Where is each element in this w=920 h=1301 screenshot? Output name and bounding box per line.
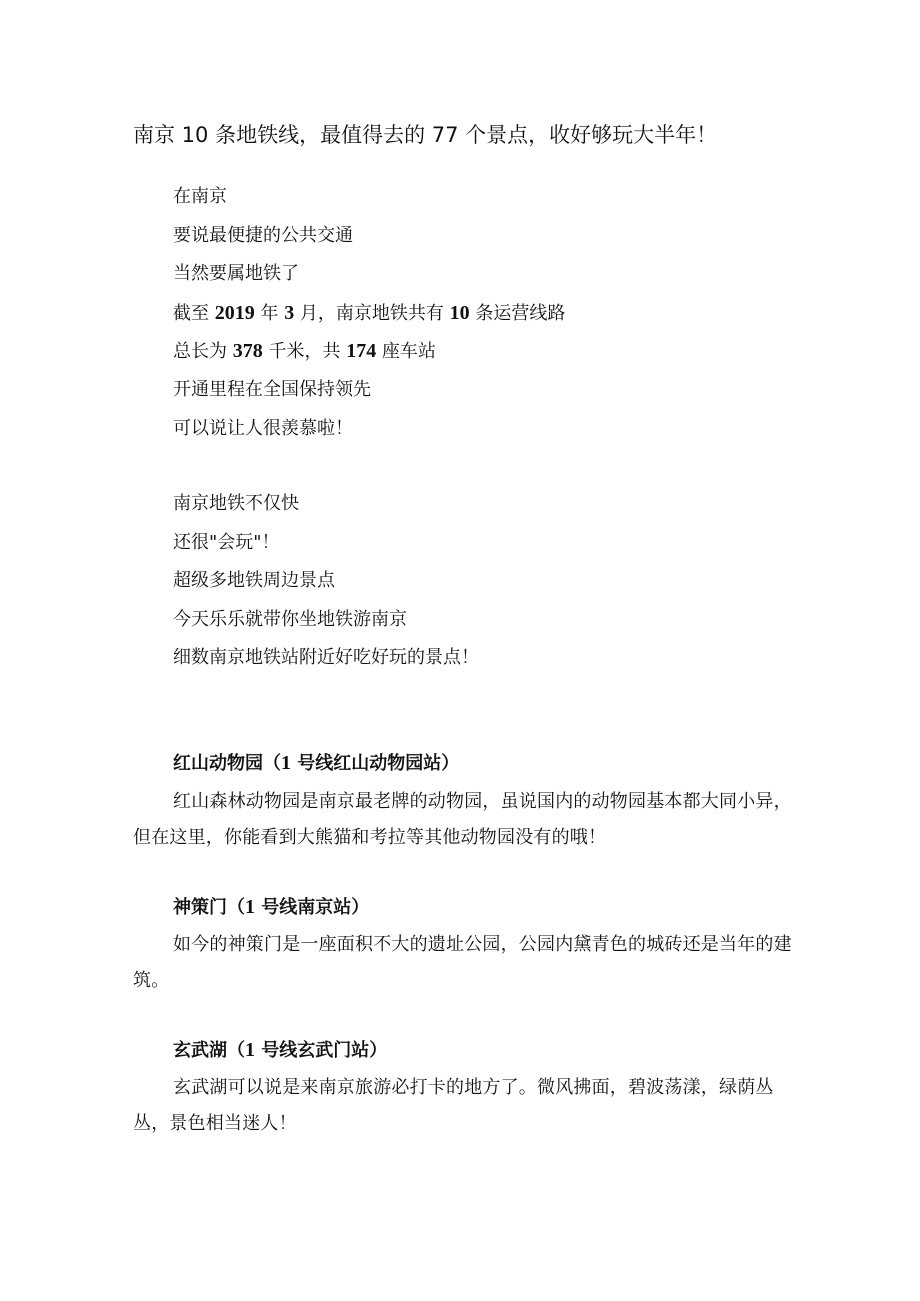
intro-line-length xyxy=(173,335,813,374)
intro-paragraph-2 xyxy=(173,488,813,681)
section-body-shence-gate: 如今的神策门是一座面积不大的遗址公园，公园内黛青色的城砖还是当年的建筑。 xyxy=(133,934,792,991)
heading-text: 号线玄武门站） xyxy=(255,1040,388,1061)
heading-text: 玄武湖（ xyxy=(173,1040,245,1061)
month-value: 3 xyxy=(284,301,295,324)
text-fragment: 座车站 xyxy=(376,341,436,363)
text-fragment: 总长为 xyxy=(173,341,233,363)
line-number: 1 xyxy=(245,896,255,918)
length-value: 378 xyxy=(232,340,263,363)
section-heading-shence-gate xyxy=(173,892,369,923)
section-body-hongshan-zoo: 红山森林动物园是南京最老牌的动物园，虽说国内的动物园基本都大同小异，但在这里，你能看到大熊猫和考拉等其他动物园没有的哦！ xyxy=(133,791,792,848)
station-count-value: 174 xyxy=(346,340,377,363)
section-heading-hongshan-zoo xyxy=(173,748,459,779)
text-fragment: 截至 xyxy=(173,302,215,324)
intro-line: 当然要属地铁了 xyxy=(173,263,299,285)
line-count-value: 10 xyxy=(449,301,470,324)
heading-text: 号线南京站） xyxy=(255,897,370,918)
text-fragment: 月，南京地铁共有 xyxy=(294,302,450,324)
heading-text: 号线红山动物园站） xyxy=(291,753,460,774)
text-fragment: 条运营线路 xyxy=(469,302,566,324)
intro-paragraph-1 xyxy=(173,181,813,451)
line-number: 1 xyxy=(281,752,291,774)
intro-line: 可以说让人很羡慕啦！ xyxy=(173,417,353,439)
section-heading-xuanwu-lake xyxy=(173,1035,387,1066)
intro-line: 还很"会玩"！ xyxy=(173,531,280,553)
intro-line: 开通里程在全国保持领先 xyxy=(173,378,371,400)
intro-line: 细数南京地铁站附近好吃好玩的景点！ xyxy=(173,647,479,669)
heading-text: 红山动物园（ xyxy=(173,753,281,774)
intro-line: 在南京 xyxy=(173,186,227,207)
text-fragment: 年 xyxy=(254,302,285,324)
intro-line: 南京地铁不仅快 xyxy=(173,493,299,514)
line-number: 1 xyxy=(245,1039,255,1061)
heading-text: 神策门（ xyxy=(173,897,245,918)
intro-line: 要说最便捷的公共交通 xyxy=(173,224,353,246)
year-value: 2019 xyxy=(214,301,255,324)
text-fragment: 千米，共 xyxy=(262,341,347,363)
intro-line-stats xyxy=(173,297,813,336)
article-title: 南京 10 条地铁线，最值得去的 77 个景点，收好够玩大半年！ xyxy=(133,123,718,147)
section-body-xuanwu-lake: 玄武湖可以说是来南京旅游必打卡的地方了。微风拂面，碧波荡漾，绿荫丛丛，景色相当迷人！ xyxy=(133,1077,774,1134)
intro-line: 超级多地铁周边景点 xyxy=(173,570,335,592)
intro-line: 今天乐乐就带你坐地铁游南京 xyxy=(173,608,407,630)
